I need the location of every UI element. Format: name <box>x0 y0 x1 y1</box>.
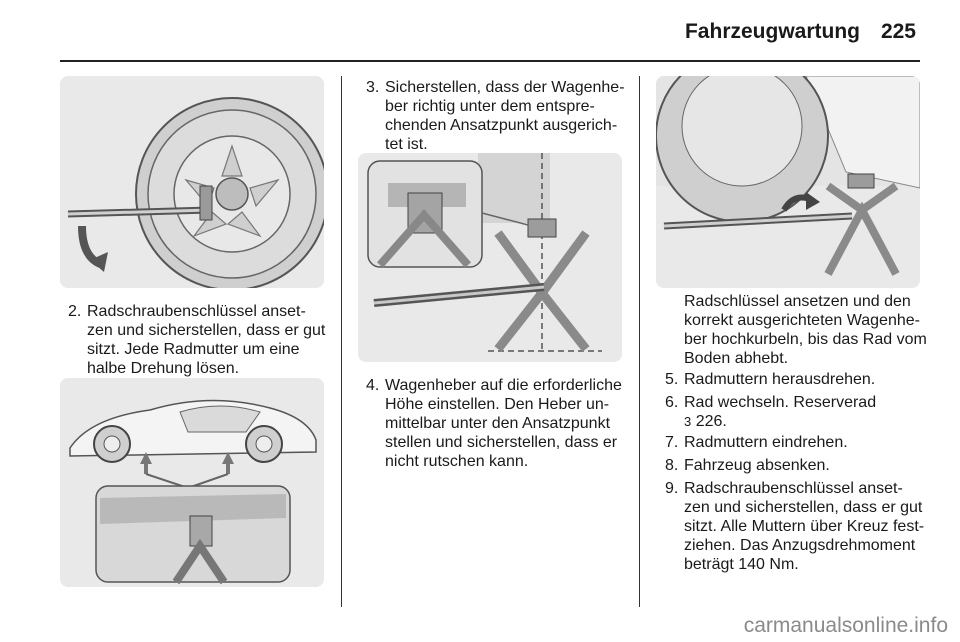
step-text-line: Radschraubenschlüssel anset- <box>684 480 903 497</box>
page-reference[interactable] <box>684 412 876 431</box>
step-number: 6. <box>665 394 679 411</box>
step-number: 2. <box>68 303 82 320</box>
intro-text-line: ber hochkurbeln, bis das Rad vom <box>684 331 927 348</box>
page-reference-number: 226. <box>695 413 727 430</box>
jack-raise-illustration <box>656 76 920 288</box>
step-text-line: Rad wechseln. Reserverad <box>684 394 877 411</box>
step-text-line: mittelbar unter den Ansatzpunkt <box>385 415 611 432</box>
step-text-line: stellen und sicherstellen, dass er <box>385 434 618 451</box>
step-number: 9. <box>665 480 679 497</box>
column-divider-left <box>341 76 342 607</box>
intro-text-line: korrekt ausgerichteten Wagenhe- <box>684 312 920 329</box>
step-number: 4. <box>366 377 380 394</box>
step-5 <box>665 370 925 389</box>
intro-paragraph <box>684 292 928 368</box>
step-text-line: chenden Ansatzpunkt ausgerich- <box>385 117 618 134</box>
step-text-line: tet ist. <box>385 136 428 153</box>
step-text-line: Radmuttern eindrehen. <box>684 434 848 451</box>
step-9 <box>665 479 935 575</box>
step-text-line: Wagenheber auf die erforderliche <box>385 377 622 394</box>
step-2 <box>68 302 338 378</box>
step-text-line: halbe Drehung lösen. <box>87 360 240 377</box>
step-text-line: Fahrzeug absenken. <box>684 457 830 474</box>
car-jack-points-illustration <box>60 378 324 587</box>
step-text-line: zen und sicherstellen, dass er gut <box>684 499 923 516</box>
intro-text-line: Boden abhebt. <box>684 350 789 367</box>
section-title: Fahrzeugwartung <box>684 20 860 43</box>
step-number: 5. <box>665 371 679 388</box>
step-text-line: sitzt. Alle Muttern über Kreuz fest- <box>684 518 925 535</box>
step-number: 7. <box>665 434 679 451</box>
step-8 <box>665 456 925 475</box>
header-rule <box>60 60 920 62</box>
step-text-line: Höhe einstellen. Den Heber un- <box>385 396 610 413</box>
step-text-line: Radmuttern herausdrehen. <box>684 371 876 388</box>
step-6 <box>665 393 925 431</box>
step-text-line: ber richtig unter dem entspre- <box>385 98 595 115</box>
step-text-line: beträgt 140 Nm. <box>684 556 799 573</box>
step-7 <box>665 433 925 452</box>
step-number: 8. <box>665 457 679 474</box>
step-text-line: nicht rutschen kann. <box>385 453 529 470</box>
step-text-line: zen und sicherstellen, dass er gut <box>87 322 326 339</box>
step-text-line: Radschraubenschlüssel anset- <box>87 303 306 320</box>
jack-alignment-illustration <box>358 153 622 362</box>
step-4 <box>366 376 634 472</box>
column-divider-right <box>639 76 640 607</box>
step-3 <box>366 78 632 154</box>
page-number: 225 <box>880 20 916 43</box>
wheel-wrench-illustration <box>60 76 324 288</box>
step-text-line: ziehen. Das Anzugsdrehmoment <box>684 537 916 554</box>
intro-text-line: Radschlüssel ansetzen und den <box>684 293 911 310</box>
watermark: carmanualsonline.info <box>743 614 948 637</box>
step-number: 3. <box>366 79 380 96</box>
step-text-line: sitzt. Jede Radmutter um eine <box>87 341 300 358</box>
step-text-line: Sicherstellen, dass der Wagenhe- <box>385 79 625 96</box>
page-reference-icon: 3 <box>684 414 692 429</box>
